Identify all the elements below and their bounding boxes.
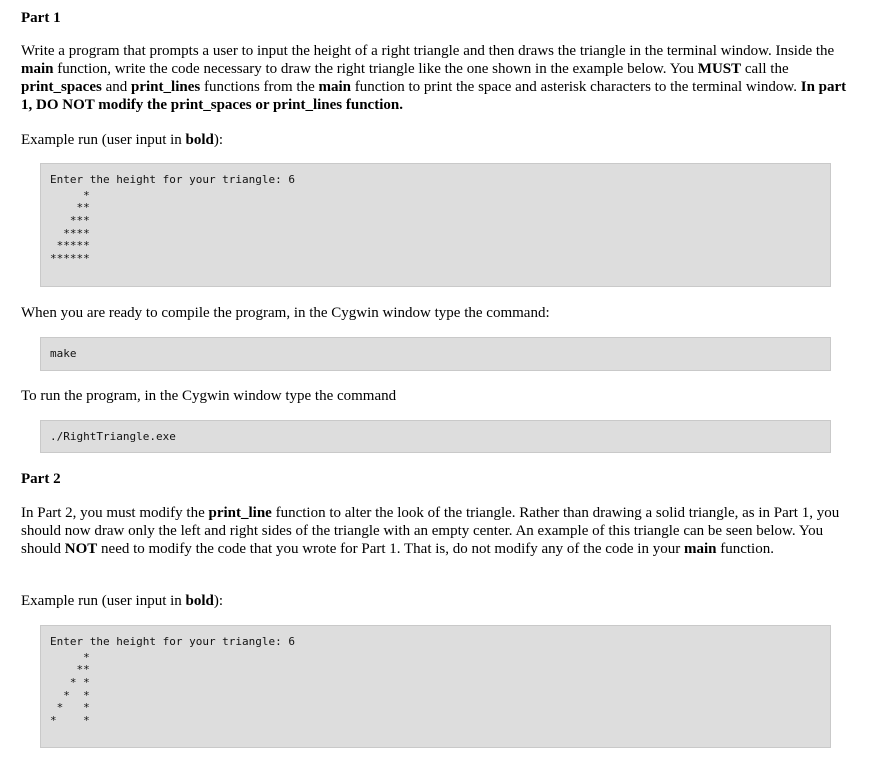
text-run-0: Write a program that prompts a user to input the height of a right triangle and then draws the triangle in the terminal window. Inside the	[21, 43, 835, 59]
part2-heading: Part 2	[21, 471, 61, 487]
part1-example-label	[21, 131, 851, 149]
bold-run-7: print_lines	[131, 79, 201, 95]
bold-run-1: bold	[185, 593, 214, 609]
text-run-0: Example run (user input in	[21, 132, 186, 148]
part1-example-code	[50, 174, 295, 266]
bold-run-5: main	[683, 541, 717, 557]
bold-run-5: print_spaces	[21, 79, 102, 95]
part1-example-prompt: Enter the height for your triangle: 6	[50, 173, 296, 186]
part1-run-text: To run the program, in the Cygwin window type the command	[21, 388, 397, 404]
part1-compile-box	[40, 337, 831, 371]
part2-example-code	[50, 636, 295, 728]
part2-example-prompt: Enter the height for your triangle: 6	[50, 635, 296, 648]
part2-example-box	[40, 625, 831, 748]
bold-run-3: NOT	[64, 541, 98, 557]
bold-run-1: bold	[185, 132, 214, 148]
bold-run-11: In part 1, DO NOT modify the print_spaces or print_lines function.	[21, 79, 847, 113]
part2-example-label	[21, 592, 851, 610]
part2-intro	[21, 504, 851, 558]
part1-intro	[21, 42, 851, 114]
text-run-2: ):	[213, 132, 224, 148]
part1-example-triangle: * ** *** **** ***** ******	[50, 188, 90, 266]
text-run-4: call the	[741, 61, 789, 77]
text-run-4: need to modify the code that you wrote for Part 1. That is, do not modify any of the code in your	[97, 541, 684, 557]
bold-run-1: print_line	[208, 505, 272, 521]
text-run-6: function.	[716, 541, 774, 557]
text-run-0: In Part 2, you must modify the	[21, 505, 209, 521]
bold-run-9: main	[318, 79, 352, 95]
text-run-10: function to print the space and asterisk characters to the terminal window.	[351, 79, 801, 95]
part1-run-command: ./RightTriangle.exe	[50, 430, 176, 443]
part1-example-box	[40, 163, 831, 287]
bold-run-1: main	[21, 61, 54, 77]
part1-run-box	[40, 420, 831, 453]
text-run-2: function to alter the look of the triangle. Rather than drawing a solid triangle, as in Part 1, you should now draw only the left and right sides of the triangle with an empty center. An example of this triangle can be seen below. You should	[21, 505, 840, 557]
text-run-2: ):	[213, 593, 224, 609]
text-run-0: Example run (user input in	[21, 593, 186, 609]
part2-example-triangle: * ** * * * * * * * *	[50, 650, 90, 728]
text-run-6: and	[101, 79, 132, 95]
bold-run-3: MUST	[697, 61, 742, 77]
text-run-8: functions from the	[200, 79, 319, 95]
text-run-2: function, write the code necessary to draw the right triangle like the one shown in the example below. You	[53, 61, 698, 77]
part1-heading: Part 1	[21, 10, 61, 26]
part1-compile-command: make	[50, 347, 77, 360]
part1-compile-text: When you are ready to compile the program, in the Cygwin window type the command:	[21, 305, 550, 321]
